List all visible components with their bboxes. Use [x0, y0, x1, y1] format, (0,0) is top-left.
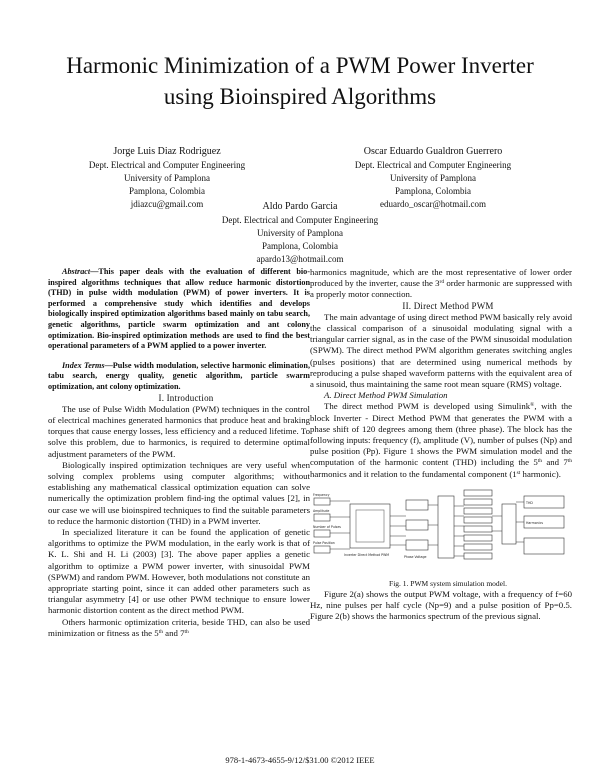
paragraph — [310, 401, 572, 479]
author-block-3 — [185, 199, 415, 266]
figure-caption: Fig. 1. PWM system simulation model. — [389, 578, 507, 588]
subsection-heading: A. Direct Method PWM Simulation — [324, 390, 448, 401]
author-email: apardo13@hotmail.com — [256, 254, 344, 264]
figure-label: Frequency — [313, 492, 330, 497]
author-city: Pamplona, Colombia — [129, 186, 205, 196]
paragraph: In specialized literature it can be found the application of genetic algorithms to optimize the PWM modulation, in the early work is that of K. L. Shi and H. Li (2003) [3]. The above paper applies a genetic algorithm to optimize a PWM power inverter, with sinusoidal PWM (SPWM) and random PWM. However, both modulations not constitute an appropriate starting point, since it can added other parameters such as triangular asymmetry [4] or use other PWM technique to ensure lower harmonic distortion content as the direct method PWM. — [48, 526, 310, 616]
figure-label: Number of Pulses — [313, 524, 341, 529]
paragraph — [48, 617, 310, 639]
figure-label: THD — [526, 500, 533, 505]
author-dept: Dept. Electrical and Computer Engineering — [221, 215, 379, 225]
copyright-footer: 978-1-4673-4655-9/12/$31.00 ©2012 IEEE — [225, 755, 375, 765]
text-run: harmonics and it relation to the fundamental component (1 — [310, 468, 517, 479]
left-column — [48, 267, 310, 639]
text-run: harmonics magnitude, which are the most representative of lower order produced by the inverter, cause the 3 — [310, 267, 572, 289]
author-name: Aldo Pardo Garcia — [262, 201, 338, 212]
author-city: Pamplona, Colombia — [262, 241, 338, 251]
author-email: jdiazcu@gmail.com — [130, 199, 204, 209]
paragraph: The use of Pulse Width Modulation (PWM) techniques in the control of electrical machines generated harmonics that produce heat and braking torques that cause energy losses, less efficiency and a reduced lifetime. To solve this problem, due to harmonics, is required to determine optimal adjustment parameters of the PWM. — [48, 403, 310, 459]
author-univ: University of Pamplona — [257, 228, 343, 238]
right-column — [310, 267, 572, 623]
simulink-diagram — [310, 486, 572, 574]
author-univ: University of Pamplona — [390, 173, 476, 183]
text-run: Others harmonic optimization criteria, beside THD, can also be used minimization or fitness as the 5 — [48, 616, 310, 638]
abstract-label: Abstract — [62, 267, 91, 276]
superscript: th — [537, 458, 543, 465]
text-run: and 7 — [542, 457, 568, 468]
author-city: Pamplona, Colombia — [395, 186, 471, 196]
author-univ: University of Pamplona — [124, 173, 210, 183]
author-name: Jorge Luis Diaz Rodriguez — [113, 146, 221, 157]
superscript: st — [516, 469, 521, 476]
section-heading-introduction: I. Introduction — [158, 392, 214, 403]
figure-label: Inverter Direct Method PWM — [344, 552, 390, 557]
superscript: th — [184, 628, 189, 635]
text-run: and 7 — [162, 627, 185, 638]
text-run: harmonic). — [520, 468, 561, 479]
author-dept: Dept. Electrical and Computer Engineering — [354, 160, 512, 170]
abstract — [48, 267, 310, 352]
figure-label: Pulse Position — [313, 540, 335, 545]
figure-label: Amplitude — [313, 508, 330, 513]
author-dept: Dept. Electrical and Computer Engineering — [88, 160, 246, 170]
index-terms-text: —Pulse width modulation, selective harmonic elimination, tabu search, energy quality, genetic algorithm, particle swarm optimization, ant colony optimization. — [48, 360, 310, 391]
paragraph — [310, 267, 572, 301]
figure-label: Phase Voltage — [404, 554, 427, 559]
abstract-text: —This paper deals with the evaluation of different bio-inspired algorithms techniques that allow reduce harmonic distortion (THD) in pulse width modulation (PWM) of power inverters. It is performed a comprehensive study which identifies and develops biologically inspired optimization algorithms based mainly on tabu search, genetic algorithms, particle swarm optimization and ant colony optimization. Bio-inspired optimization methods are used to find the best operational parameters of a PWM applied to a power inverter. — [48, 267, 310, 351]
paragraph: Figure 2(a) shows the output PWM voltage, with a frequency of f=60 Hz, nine pulses per half cycle (Np=9) and a pulse position of Pp=0.5. Figure 2(b) shows the harmonics spectrum of the previous signal. — [310, 589, 572, 622]
text-run: , with the block Inverter - Direct Method PWM that generates the PWM with a phase shift of 120 degrees among them (three phase). The block has the following inputs: frequency (f), amplitude (V), number of pulses (Np) and pulse position (Pp). Figure 1 shows the PWM simulation model and the computation of the harmonic content (THD) including the 5 — [310, 401, 573, 468]
text-run: The direct method PWM is developed using Simulink — [324, 401, 531, 412]
text-run: order harmonic are suppressed with a properly motor connection. — [310, 278, 572, 300]
superscript: th — [567, 458, 572, 465]
index-terms-label: Index Terms — [62, 360, 105, 370]
index-terms — [48, 361, 310, 393]
paragraph: Biologically inspired optimization techniques are very useful when solving complex problems using computer algorithms; without establishing any mathematical classical optimization equation can solve numerically the optimization problem find-ing the optimal values [2], in our case we will use bioinspired techniques to find the suitable parameters to reduce the harmonic distortion (THD) in a PWM inverter. — [48, 459, 310, 526]
paragraph: The main advantage of using direct method PWM basically rely avoid the classical comparison of a sinusoidal modulating signal with a triangular carrier signal, as in the case of the PWM sinusoidal modulation (SPWM). The direct method PWM algorithm generates switching angles (pulses positions) that are determined using numerical methods by reproducing a pulse shaped waveform patterns with the equivalent area of a sinusoid, thus maintaining the same root mean square (RMS) voltage. — [310, 311, 572, 390]
superscript: rd — [439, 279, 445, 286]
superscript: th — [158, 628, 163, 635]
section-heading-direct-method: II. Direct Method PWM — [402, 300, 494, 311]
author-name: Oscar Eduardo Gualdron Guerrero — [363, 146, 503, 157]
figure-label: Harmonics — [526, 520, 543, 525]
author-email: eduardo_oscar@hotmail.com — [379, 199, 486, 209]
simulink-model-figure — [310, 486, 572, 574]
superscript: ® — [530, 402, 535, 409]
paper-title: Harmonic Minimization of a PWM Power Inverter using Bioinspired Algorithms — [66, 53, 534, 109]
